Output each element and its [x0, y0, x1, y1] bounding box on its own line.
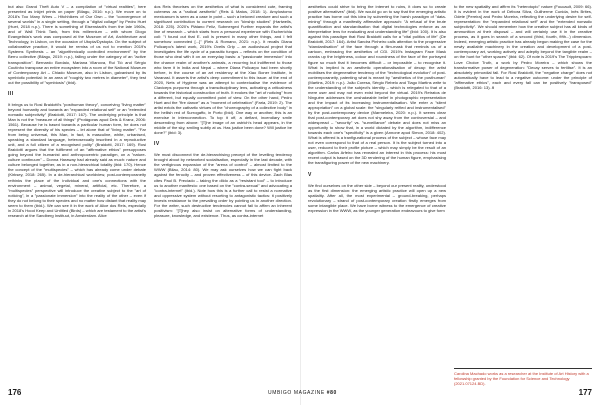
page-number-left: 176	[8, 388, 22, 397]
page-number-right: 177	[578, 388, 592, 397]
paragraph: It brings us to Rosi Braidotti's "posthuman theory", conceiving "living matter" beyond humanity and towards an "expanded relational self" or an "extended nomadic subjectivity" (Braidotti, 2017: 167). The underlying principle is that Man is not the "measure of all things" (Protágoras apud Dels & Kranz, 2006: 1561). Because he is based towards a particular human form, he does not represent the diversity of his species – let alone that of "living matter". "Far from being universal, this Man, in fact, is masculine, white, urbanised, speaking a standard language, heterosexually inscribed in a reproductive unit, and a full citizen of a recognised polity" (Braidotti, 2017: 169). Rosi Braidotti argues that the fulfilment of an "affirmative ethics" presupposes going beyond the humanist and anthropocentric paradigm, on a "nature-culture continuum" – Donna Haraway had already said as much: nature and culture belonged together, as in a non-hierarchical totality (ibid: 170). Hence the concept of the "multispecies" – which has already come under debate (Kirksey, 2018: 265). In a de-hierarchical worldview, post-contemporaneity rethinks the place of the individual and one's connections with the environment – animal, vegetal, mineral, artificial, etc. Therefore, a "multispecies" perspective will introduce the creative subject to the "art of noticing", in a "passionate immersion" into the reality of the other – even if they do not belong to their species and no matter how distant that reality may seem to them (ibid.). We can see it in the work of Alice dos Reis, especially in 2018's Hood Keep and Untitled (Birds) – which are testament to the artist's research at the Sandberg Instituut, in Amsterdam. Alice	[8, 101, 146, 218]
page-gutter	[300, 0, 301, 405]
paragraph: dos Reis theorises on the aesthetics of what is considered cute, framing cuteness as a "radical aesthetic" (Reis & Matos, 2018: 1). Amylostomo mexicanum is seen as a case in point – such a beloved creature and such a significant contribution to current research on "kinship studies" (Hartwells, 2018: 225). 2020's Plátano Feliz, Submerged Further expands the artist's line of research – which starts from a personal experience with Escherichia coli: "I found out that E. coli is present in many other things, and I felt somehow connected [...]" (Reis & Romano, 2021: n.p.). It recalls Diana Policarpo's latest work, 2019's Ovelis Grip – an audiovisual project that investigates the life cycle of a parasitic fungus – reflects on the condition of those who deal with it on an everyday basis: a "passionate immersion" into the chance realm of another's animals, a recurring but indifferent to those who farm it in India and Nepal – where Diana Policarpo had been shortly before, in the course of an art residency at the Xiao Boner Institute, in Varanasi. It asserts the artist's deep commitment to this issue: at the end of 2020, Nets of Hygiene was an attempt to contextualise the evidence of Claviceps purpurea through a transdisciplinary lens, activating a criticalness towards the historical construction of truth. It evokes the "art of noticing" from a different, but equally committed point of view. On the other hand, Pedro Huet and the "fire dance" as a "moment of celebration" (Faria, 2019: 2). The artist extols the cathartic virtues of the "choreography of a collective body" in the hellish red of Surrogaffo, in Porto (ibid). One way or another, this is an exercise in interconnection. To top it off, a defiant, incendiary smile descending from above: "[T]he image of an ostrich's head appears, in the middle of the sky, smiling subtly at us. Has justice been done? Will justice be done?" (ibid: 3).	[154, 4, 292, 136]
paragraph: aesthetics could strive to bring the internet to ruins, it does so to create positive alternatives" (ibid). We would go on to say that the emerging artistic practice has borne out this idea by subverting the harsh paradigm of "data-mining" through a manifestly affirmative approach: "A refusal of the brute quantification and standardisation that digital technologies enforce as an interpretative lens for evaluating and understanding life" (ibid: 100). It is also against this paradigm that Rosi Braidotti calls for a "vital politics of life" (De Braidotti, 2017: 164). Artist Sandra Pinheiro calls attention to the progressive "standardisation" of the face through a film-mask that reminds us of a cartoon, embracing the aesthetics of CGI. 2019's Instagram Face Mask cranks up the brightness, colour and roundness of the face of the portrayed figure so much that it becomes difficult – or impossible – to recognise it. What is implied is an aesthetic operationalisation of decay: the artist mobilises the degenerative tendency of the "technological evolution" of post-contemporaneity, patenting what is meant by "aesthetics of the posthuman" (Martins, 2019: n.p.). João Coresa, Sérgio Rebelo and Tiago Martins write to the understanding of the subject's identity – which is relegated to that of a mere user and may not even exist beyond the virtual. 2019's Retratos de Ninguém addresses the unshakeable belief in photographic representation and the impact of its increasing instrumentalisation. We enter a "silent appropriation" on a global scale: the "singularly reified and instrumentalised" by the post-contemporary device (Marmeleira, 2020: n.p.). It seems clear that post-contemporary art does not shy away from the controversial – and widespread – "security" vs. "surveillance" debate and does not miss an opportunity to show that, in a world dictated by the algorithm, indifference towards each one's "specificity" is a given (Annone apud Simon, 2018: 402). What is offered is a tranfigurational process of the subject – whose face may not even correspond to that of a real person. It is the subject turned into a user, reduced to their profile picture – which may simply be the result of an algorithm. Carlos Arfeiro has revealed an interest in this process: his most recent output is based on the 3D rendering of the human figure, emphasising the transfiguring power of the new machinery.	[308, 4, 446, 166]
journal-footer	[268, 390, 337, 396]
paragraph: We must disconnect the de-hierarchising precept of the levelling tendency brought about by networked socialisation, especially in the last decade, with the vertiginous expansion of the "arena of control" – almost limited to the WWW (Bilau, 2014: 80). We may ask ourselves how we can fight back against the ferocity – and proven effectiveness – of this device. Zach Blas cites Paul B. Preciado – taking the dildo as a "resistant tool" – to introduce us to another manifesto: one based on the "contra-sexual" and advocating a "contra-internet" (ibid.). Note how this is a further call to resist a normative and oppressive system without resorting to antagonistic tactics: it positively invests resistance to the prevailing order by pointing us in another direction. For the writer, such destructive tendencies cannot fail to affirm an inherent positivism: "[T]hey also insist on alternative forms of understanding, pleasure, knowledge, and existence. Thus, as contra-internet	[154, 152, 292, 218]
paragraph-text: to the new spatiality and affirm its "heterotopic" nature (Foucault, 2009: 66). It is evident in the work of Débora Silva, Guilherme Cunida, Inês Brites, Odete [Pereira] and Pedro Moreira, reflecting the underlying desire for self-representation: the "expanded relational self" and the "extended nomadic subjectivity". We should remember how the creative subject has all kinds of ammunition at their disposal – and will certainly use it in the creative process, as it goes in search of a second (third, fourth, fifth...) dimension. Indeed, emerging artistic practice has already begun making the case for the newly available machinery in the creation and development of a post-contemporary art, working actively and adeptly beyond the tangible realm – on the hunt for "other spaces" (ibid: 62). Of note is 2019's The Trippiespoarn: Love Choice Truth, a work by Pedro Moreira – which shows the transformative power of degeneration: "Decay serves to fertilise". It is an absolutely primordial fall. For Rosi Braidotti, the "negative charge" does not automatically have to lead to a negative outcome: under the principle of "affirmative ethics", each and every fall can be positively "transposed" (Braidotti, 2016: 13).	[454, 4, 592, 90]
paragraph: We find ourselves on the other side – beyond our present reality, understood as the first dimension: the emerging artistic practice will open up a new spatiality. After all, the most experimental – ground-breaking, perhaps revolutionary – strand of post-contemporary creation firstly emerges from some intangible place. We have borne witness to the emergence of creative expression in the WWW, as the younger generation endeavours to give form	[308, 182, 446, 213]
text-column-2	[154, 4, 292, 218]
paragraph: but also Grand Theft Auto V – a compilation of "virtual realities", here presented as inkjet prints on paper (Bilagu, 2016: n.p.). We move on to 2018's Too Many Wires – Hitchhikers of Our Own – the "convergence of several worlds" in a single setting, through a "digital collage" by Pedro Huet (Huet, 2018 n.p.). There is something of Eisenstadt's from the late 1960s, and of Wall Think Tank, from this millennium – with whom Diogo Evangelista's work was composed at the Museum of Art, Architecture and Technology, in Lisbon, on the occasion of Utopia/Dystopia. On the subject of collaborative practice, it would be remiss of us not to mention 2019's Systems Synthesis – an "algorithmically controlled environment" by the Berru collective (Bilagu, 2019: n.p.), falling under the category of an "active transposition". Bernardo Bordaio, Mariana Vilanova, Rui Tió and Sérgio Coutinho transpose an entire ecosystem into a room of the National Museum of Contemporary Art – Chiado Museum, also in Lisbon, galvanised by its symbiotic potential: in an area of "roughly two metres in diameter", they test out the possibility of "symbiosis" (ibid).	[8, 4, 146, 85]
journal-issue: #80	[326, 390, 337, 396]
end-mark: //	[491, 84, 495, 90]
text-column-4	[454, 4, 592, 90]
paragraph	[454, 4, 592, 90]
section-heading: V	[308, 171, 312, 178]
bio-divider	[454, 368, 592, 369]
author-bio: Carolina Machado works as a researcher at the Institute of Art History with a fellowship granted by the Foundation for Science and Technology (2021.07124.BD).	[454, 371, 589, 386]
section-heading: IV	[154, 141, 160, 148]
text-column-1	[8, 4, 146, 218]
journal-name: UMBIGO MAGAZINE	[268, 390, 325, 396]
section-heading: III	[8, 90, 14, 97]
text-column-3	[308, 4, 446, 213]
